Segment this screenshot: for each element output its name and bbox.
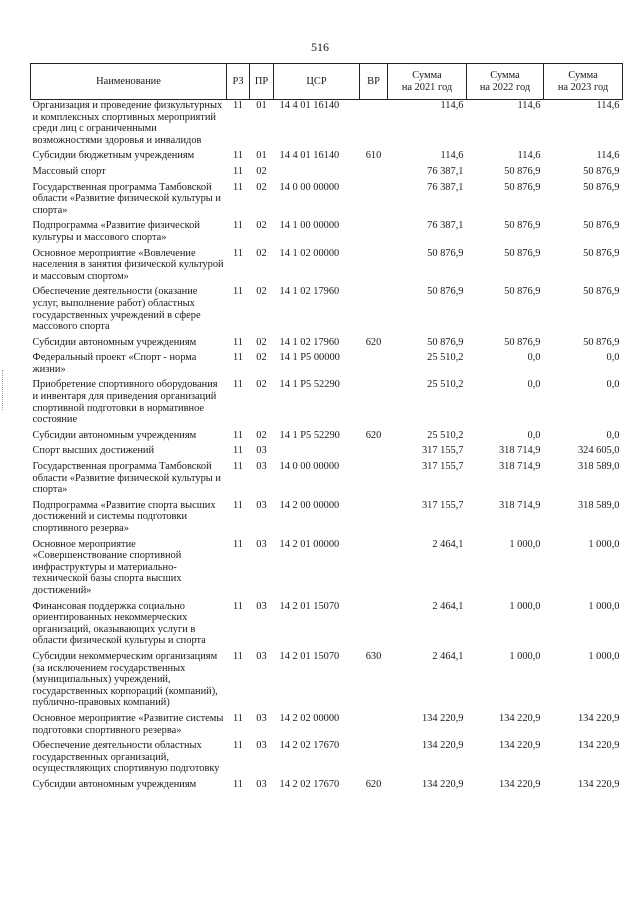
table-row bbox=[31, 337, 623, 353]
row-rz: 11 bbox=[232, 778, 243, 790]
row-sum-2021: 76 387,1 bbox=[427, 220, 464, 232]
header-sum-2021 bbox=[388, 64, 467, 100]
row-sum-2021: 134 220,9 bbox=[421, 712, 464, 724]
row-rz: 11 bbox=[232, 499, 243, 511]
row-csr: 14 4 01 16140 bbox=[279, 100, 340, 111]
row-name: Приобретение спортивного оборудования и инвентаря для приведения организаций спортивной подготовки в нормативное состояние bbox=[32, 379, 218, 426]
row-pr: 02 bbox=[256, 352, 267, 364]
row-pr: 02 bbox=[256, 165, 267, 177]
row-sum-2022: 50 876,9 bbox=[504, 336, 541, 348]
row-sum-2021: 134 220,9 bbox=[421, 778, 464, 790]
row-pr: 03 bbox=[256, 740, 267, 752]
row-vr bbox=[360, 100, 388, 151]
table-row bbox=[31, 461, 623, 500]
row-vr bbox=[360, 539, 388, 601]
row-csr: 14 1 02 00000 bbox=[279, 247, 340, 259]
header-sum-2022-line2: на 2022 год bbox=[479, 81, 531, 93]
row-vr bbox=[360, 713, 388, 740]
row-sum-2023: 0,0 bbox=[606, 379, 620, 391]
row-csr: 14 1 P5 00000 bbox=[279, 352, 340, 364]
row-csr: 14 2 02 17670 bbox=[279, 740, 340, 752]
row-sum-2022: 134 220,9 bbox=[498, 740, 541, 752]
table-header-row bbox=[31, 64, 623, 100]
row-vr bbox=[360, 461, 388, 500]
row-pr: 01 bbox=[256, 100, 267, 111]
row-sum-2023: 318 589,0 bbox=[577, 461, 620, 473]
row-sum-2022: 318 714,9 bbox=[498, 461, 541, 473]
row-csr: 14 1 P5 52290 bbox=[279, 379, 340, 391]
row-name: Субсидии автономным учреждениям bbox=[32, 336, 197, 348]
row-sum-2023: 50 876,9 bbox=[583, 336, 620, 348]
row-name: Спорт высших достижений bbox=[32, 445, 155, 457]
row-sum-2023: 0,0 bbox=[606, 352, 620, 364]
row-sum-2021: 25 510,2 bbox=[427, 379, 464, 391]
row-sum-2021: 317 155,7 bbox=[421, 461, 464, 473]
row-rz: 11 bbox=[232, 150, 243, 162]
row-rz: 11 bbox=[232, 336, 243, 348]
row-csr bbox=[274, 166, 360, 182]
row-sum-2022: 134 220,9 bbox=[498, 712, 541, 724]
row-rz: 11 bbox=[232, 740, 243, 752]
budget-table bbox=[30, 63, 623, 794]
row-sum-2022: 114,6 bbox=[517, 100, 541, 111]
row-pr: 03 bbox=[256, 538, 267, 550]
table-row bbox=[31, 500, 623, 539]
row-name: Федеральный проект «Спорт - норма жизни» bbox=[32, 352, 197, 375]
row-name: Государственная программа Тамбовской области «Развитие физической культуры и спорта» bbox=[32, 181, 221, 216]
row-vr: 630 bbox=[365, 650, 382, 662]
row-sum-2022: 0,0 bbox=[527, 429, 541, 441]
row-rz: 11 bbox=[232, 247, 243, 259]
row-pr: 02 bbox=[256, 379, 267, 391]
row-rz: 11 bbox=[232, 352, 243, 364]
row-csr: 14 2 01 15070 bbox=[279, 600, 340, 612]
row-sum-2022: 1 000,0 bbox=[509, 538, 541, 550]
row-pr: 03 bbox=[256, 461, 267, 473]
row-name: Основное мероприятие «Совершенствование спортивной инфраструктуры и материально-технической базы спорта высших достижений» bbox=[32, 538, 182, 596]
table-row bbox=[31, 713, 623, 740]
row-rz: 11 bbox=[232, 650, 243, 662]
row-csr: 14 2 01 15070 bbox=[279, 650, 340, 662]
row-sum-2023: 50 876,9 bbox=[583, 220, 620, 232]
header-name: Наименование bbox=[31, 64, 227, 100]
row-vr: 620 bbox=[365, 336, 382, 348]
row-sum-2022: 1 000,0 bbox=[509, 650, 541, 662]
row-name: Субсидии бюджетным учреждениям bbox=[32, 150, 195, 162]
row-rz: 11 bbox=[232, 712, 243, 724]
row-sum-2022: 50 876,9 bbox=[504, 286, 541, 298]
row-pr: 02 bbox=[256, 181, 267, 193]
row-rz: 11 bbox=[232, 445, 243, 457]
row-rz: 11 bbox=[232, 429, 243, 441]
row-vr bbox=[360, 182, 388, 221]
row-pr: 03 bbox=[256, 778, 267, 790]
row-rz: 11 bbox=[232, 220, 243, 232]
header-sum-2023 bbox=[544, 64, 623, 100]
row-sum-2021: 76 387,1 bbox=[427, 181, 464, 193]
row-vr bbox=[360, 445, 388, 461]
row-sum-2022: 0,0 bbox=[527, 379, 541, 391]
row-sum-2021: 2 464,1 bbox=[432, 650, 464, 662]
header-pr: ПР bbox=[250, 64, 274, 100]
header-sum-2023-line1: Сумма bbox=[568, 69, 598, 81]
table-row bbox=[31, 286, 623, 336]
row-vr bbox=[360, 166, 388, 182]
row-sum-2021: 114,6 bbox=[440, 100, 464, 111]
row-sum-2021: 134 220,9 bbox=[421, 740, 464, 752]
row-sum-2022: 114,6 bbox=[517, 150, 541, 162]
header-vr: ВР bbox=[360, 64, 388, 100]
row-pr: 03 bbox=[256, 650, 267, 662]
row-rz: 11 bbox=[232, 461, 243, 473]
row-vr: 620 bbox=[365, 429, 382, 441]
row-pr: 02 bbox=[256, 336, 267, 348]
row-name: Организация и проведение физкультурных и комплексных спортивных мероприятий среди лиц с ограниченными возможностями здоровья и инвалидов bbox=[32, 100, 223, 146]
row-sum-2023: 114,6 bbox=[596, 150, 620, 162]
row-sum-2022: 50 876,9 bbox=[504, 247, 541, 259]
row-sum-2021: 25 510,2 bbox=[427, 429, 464, 441]
row-rz: 11 bbox=[232, 600, 243, 612]
table-row bbox=[31, 539, 623, 601]
row-rz: 11 bbox=[232, 181, 243, 193]
row-sum-2021: 114,6 bbox=[440, 150, 464, 162]
table-body bbox=[31, 100, 623, 795]
row-name: Финансовая поддержка социально ориентированных некоммерческих организаций, оказывающих услуги в области физической культуры и спорта bbox=[32, 600, 206, 647]
row-sum-2022: 50 876,9 bbox=[504, 181, 541, 193]
row-sum-2021: 50 876,9 bbox=[427, 247, 464, 259]
table-row bbox=[31, 220, 623, 247]
row-sum-2021: 76 387,1 bbox=[427, 165, 464, 177]
row-sum-2021: 25 510,2 bbox=[427, 352, 464, 364]
row-sum-2023: 318 589,0 bbox=[577, 499, 620, 511]
row-name: Основное мероприятие «Вовлечение населения в занятия физической культурой и массовым спортом» bbox=[32, 247, 224, 282]
row-csr: 14 2 02 17670 bbox=[279, 778, 340, 790]
row-name: Основное мероприятие «Развитие системы подготовки спортивного резерва» bbox=[32, 712, 224, 736]
row-pr: 02 bbox=[256, 247, 267, 259]
row-rz: 11 bbox=[232, 286, 243, 298]
row-name: Государственная программа Тамбовской области «Развитие физической культуры и спорта» bbox=[32, 461, 221, 496]
row-rz: 11 bbox=[232, 100, 243, 111]
row-rz: 11 bbox=[232, 538, 243, 550]
table-row bbox=[31, 379, 623, 429]
row-rz: 11 bbox=[232, 379, 243, 391]
row-pr: 03 bbox=[256, 499, 267, 511]
row-csr: 14 0 00 00000 bbox=[279, 461, 340, 473]
row-csr: 14 0 00 00000 bbox=[279, 181, 340, 193]
row-sum-2023: 134 220,9 bbox=[577, 778, 620, 790]
row-pr: 02 bbox=[256, 429, 267, 441]
row-vr bbox=[360, 248, 388, 287]
row-pr: 03 bbox=[256, 445, 267, 457]
table-row bbox=[31, 740, 623, 779]
row-sum-2022: 318 714,9 bbox=[498, 499, 541, 511]
row-csr: 14 2 00 00000 bbox=[279, 499, 340, 511]
table-row bbox=[31, 182, 623, 221]
header-sum-2022 bbox=[467, 64, 544, 100]
row-vr bbox=[360, 286, 388, 336]
row-sum-2021: 50 876,9 bbox=[427, 286, 464, 298]
row-sum-2023: 114,6 bbox=[596, 100, 620, 111]
row-sum-2021: 317 155,7 bbox=[421, 499, 464, 511]
row-sum-2022: 318 714,9 bbox=[498, 445, 541, 457]
header-csr: ЦСР bbox=[274, 64, 360, 100]
page-number: 516 bbox=[311, 40, 329, 54]
row-csr: 14 1 P5 52290 bbox=[279, 429, 340, 441]
header-sum-2023-line2: на 2023 год bbox=[557, 81, 609, 93]
row-rz: 11 bbox=[232, 165, 243, 177]
row-name: Субсидии автономным учреждениям bbox=[32, 429, 197, 441]
row-name: Подпрограмма «Развитие физической культуры и массового спорта» bbox=[32, 220, 200, 243]
row-sum-2023: 324 605,0 bbox=[577, 445, 620, 457]
table-row bbox=[31, 430, 623, 446]
row-csr: 14 2 01 00000 bbox=[279, 538, 340, 550]
row-vr bbox=[360, 220, 388, 247]
row-csr bbox=[274, 445, 360, 461]
table-row bbox=[31, 779, 623, 795]
table-row bbox=[31, 100, 623, 151]
header-rz: РЗ bbox=[227, 64, 250, 100]
row-sum-2023: 0,0 bbox=[606, 429, 620, 441]
row-name: Подпрограмма «Развитие спорта высших достижений и системы подготовки спортивного резерва» bbox=[32, 499, 216, 534]
row-sum-2023: 134 220,9 bbox=[577, 712, 620, 724]
row-sum-2022: 50 876,9 bbox=[504, 220, 541, 232]
row-vr bbox=[360, 601, 388, 651]
row-vr bbox=[360, 352, 388, 379]
row-csr: 14 4 01 16140 bbox=[279, 150, 340, 162]
row-pr: 03 bbox=[256, 712, 267, 724]
row-pr: 02 bbox=[256, 220, 267, 232]
row-sum-2023: 1 000,0 bbox=[588, 650, 620, 662]
row-vr: 620 bbox=[365, 778, 382, 790]
row-sum-2022: 50 876,9 bbox=[504, 165, 541, 177]
row-sum-2023: 134 220,9 bbox=[577, 740, 620, 752]
row-sum-2023: 50 876,9 bbox=[583, 247, 620, 259]
row-name: Обеспечение деятельности (оказание услуг, выполнение работ) областных государственных учреждений в сфере массового спорта bbox=[32, 286, 201, 333]
table-row bbox=[31, 166, 623, 182]
row-pr: 02 bbox=[256, 286, 267, 298]
row-pr: 01 bbox=[256, 150, 267, 162]
row-sum-2023: 50 876,9 bbox=[583, 165, 620, 177]
row-csr: 14 1 02 17960 bbox=[279, 286, 340, 298]
table-row bbox=[31, 352, 623, 379]
row-sum-2022: 0,0 bbox=[527, 352, 541, 364]
row-sum-2021: 2 464,1 bbox=[432, 600, 464, 612]
table-row bbox=[31, 248, 623, 287]
row-csr: 14 1 00 00000 bbox=[279, 220, 340, 232]
header-sum-2021-line2: на 2021 год bbox=[401, 81, 453, 93]
header-sum-2021-line1: Сумма bbox=[412, 69, 442, 81]
table-row bbox=[31, 601, 623, 651]
row-vr bbox=[360, 740, 388, 779]
row-name: Обеспечение деятельности областных государственных организаций, осуществляющих спортивную подготовку bbox=[32, 740, 220, 775]
row-sum-2021: 50 876,9 bbox=[427, 336, 464, 348]
row-name: Субсидии некоммерческим организациям (за исключением государственных (муниципальных) учреждений, государственных корпораций (компаний), публично-правовых компаний) bbox=[32, 650, 218, 709]
row-csr: 14 1 02 17960 bbox=[279, 336, 340, 348]
row-sum-2023: 50 876,9 bbox=[583, 286, 620, 298]
row-vr bbox=[360, 500, 388, 539]
table-row bbox=[31, 651, 623, 713]
table-row bbox=[31, 150, 623, 166]
header-sum-2022-line1: Сумма bbox=[490, 69, 520, 81]
row-sum-2021: 317 155,7 bbox=[421, 445, 464, 457]
table-row bbox=[31, 445, 623, 461]
row-sum-2021: 2 464,1 bbox=[432, 538, 464, 550]
row-csr: 14 2 02 00000 bbox=[279, 712, 340, 724]
row-sum-2023: 50 876,9 bbox=[583, 181, 620, 193]
row-name: Массовый спорт bbox=[32, 165, 106, 177]
row-vr: 610 bbox=[365, 150, 382, 162]
scan-edge-mark bbox=[2, 370, 6, 410]
row-sum-2022: 134 220,9 bbox=[498, 778, 541, 790]
row-name: Субсидии автономным учреждениям bbox=[32, 778, 197, 790]
row-pr: 03 bbox=[256, 600, 267, 612]
row-sum-2022: 1 000,0 bbox=[509, 600, 541, 612]
row-sum-2023: 1 000,0 bbox=[588, 600, 620, 612]
row-sum-2023: 1 000,0 bbox=[588, 538, 620, 550]
row-vr bbox=[360, 379, 388, 429]
